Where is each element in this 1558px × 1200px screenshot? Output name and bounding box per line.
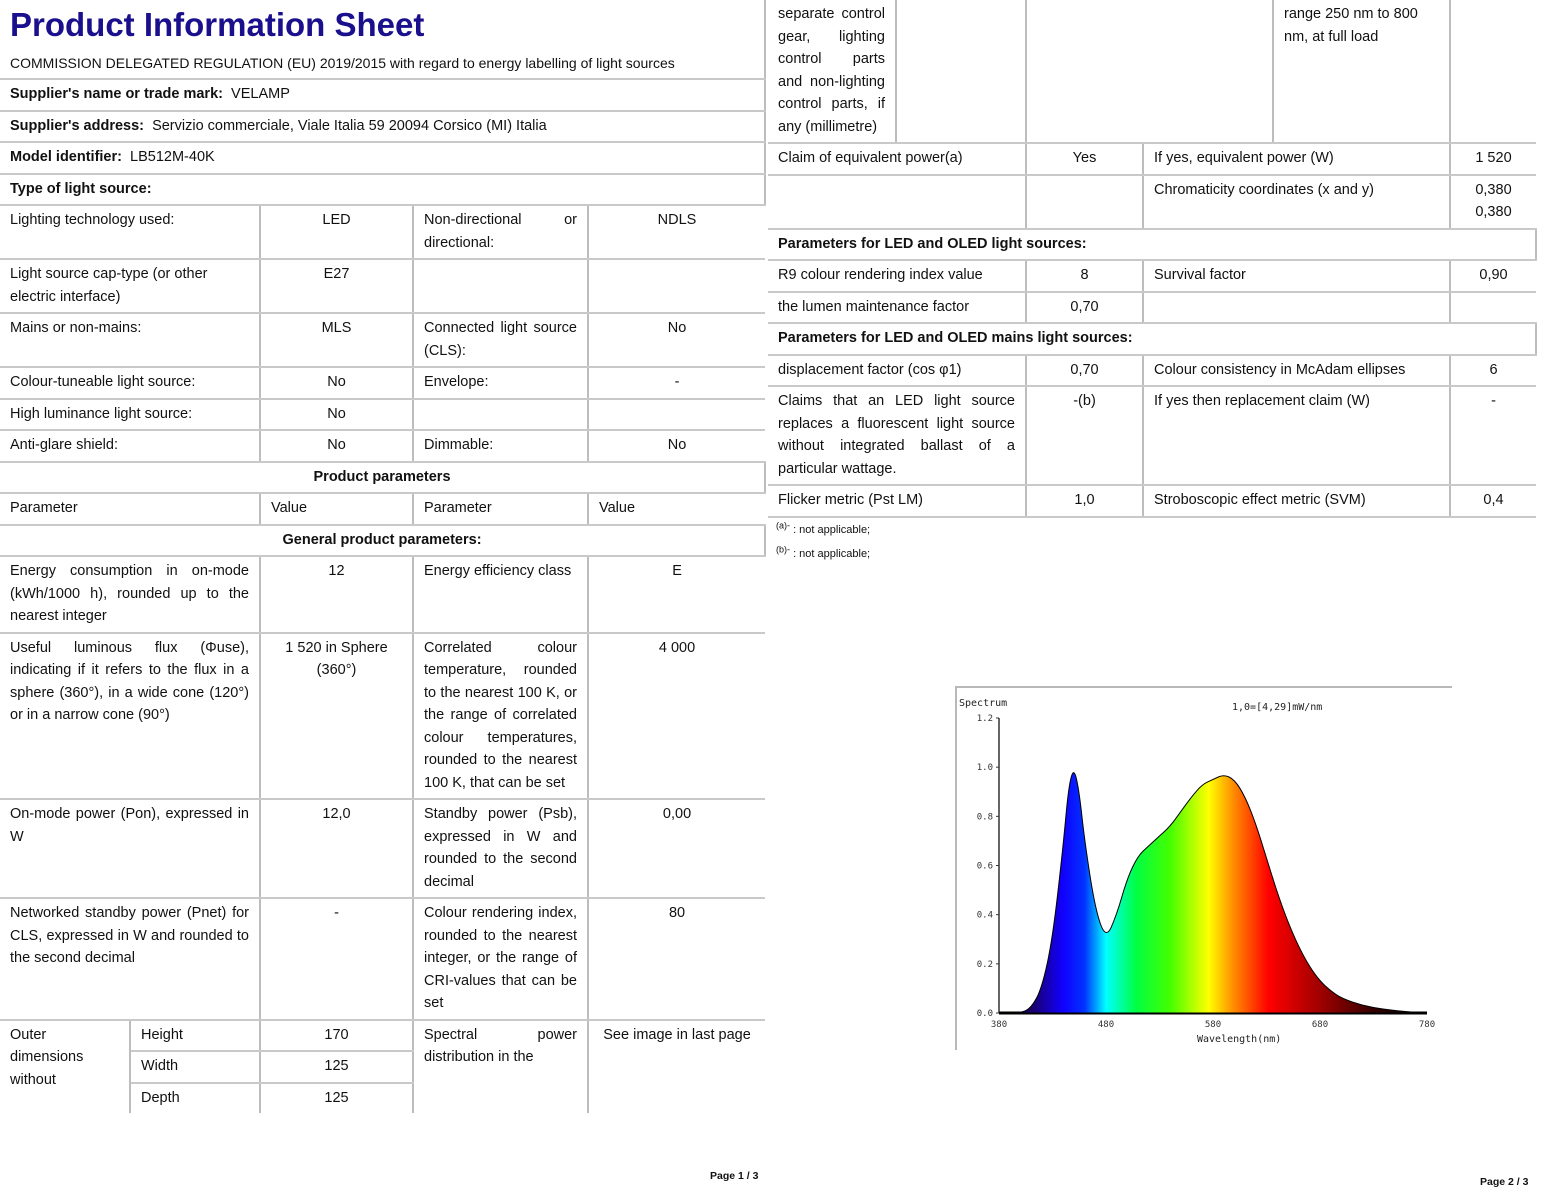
param-cell: If yes then replacement claim (W)	[1143, 386, 1450, 485]
value-cell: 1,0	[1026, 485, 1143, 517]
param-cell: Energy efficiency class	[413, 556, 588, 633]
table-row	[0, 556, 765, 633]
table-row	[768, 143, 1536, 175]
value-cell: 0,70	[1026, 355, 1143, 387]
value-cell: 4 000	[588, 633, 765, 800]
value-cell: NDLS	[588, 205, 765, 259]
param-cell: the lumen maintenance factor	[768, 292, 1026, 324]
value-cell: 12	[260, 556, 413, 633]
y-tick-label: 1.2	[976, 714, 993, 724]
col-header-parameter: Parameter	[413, 493, 588, 525]
supplier-name-value: VELAMP	[231, 86, 290, 102]
value-cell: 6	[1450, 355, 1536, 387]
chart-annotation: 1,0=[4,29]mW/nm	[1232, 702, 1323, 713]
product-info-table-page2	[768, 0, 1537, 518]
param-cell: Colour-tuneable light source:	[0, 367, 260, 399]
param-cell	[768, 143, 1026, 175]
type-of-light-source-heading: Type of light source:	[0, 174, 765, 206]
x-tick-label: 380	[990, 1020, 1008, 1030]
spectrum-chart-svg	[957, 688, 1450, 1048]
value-cell: LED	[260, 205, 413, 259]
param-cell: Connected light source (CLS):	[413, 313, 588, 367]
value-cell: No	[588, 430, 765, 462]
param-cell: Networked standby power (Pnet) for CLS, expressed in W and rounded to the second decimal	[0, 898, 260, 1020]
value-cell: 0,4	[1450, 485, 1536, 517]
claim-equivalent-power-label: Claim of equivalent power(a)	[778, 150, 963, 166]
table-row	[0, 898, 765, 1020]
value-cell	[1450, 292, 1536, 324]
dimension-value: 170	[260, 1020, 413, 1052]
dimension-row	[0, 1020, 765, 1052]
table-row	[768, 0, 1536, 143]
param-cell: High luminance light source:	[0, 399, 260, 431]
model-identifier-value: LB512M-40K	[130, 149, 215, 165]
value-cell	[1450, 0, 1536, 143]
dimensions-label: Outer dimensions without	[0, 1020, 130, 1114]
footnote-text: : not applicable;	[793, 547, 871, 560]
param-cell: displacement factor (cos φ1)	[768, 355, 1026, 387]
param-cell: Mains or non-mains:	[0, 313, 260, 367]
value-cell: 0,380 0,380	[1450, 175, 1536, 229]
y-tick-label: 0.0	[976, 1009, 993, 1019]
supplier-name-label: Supplier's name or trade mark:	[10, 86, 223, 102]
param-cell: Stroboscopic effect metric (SVM)	[1143, 485, 1450, 517]
chart-ylabel: Spectrum	[959, 698, 1008, 709]
supplier-address-row	[0, 111, 765, 143]
value-cell	[1026, 0, 1273, 143]
value-cell	[1026, 175, 1143, 229]
col-header-value: Value	[260, 493, 413, 525]
spectrum-area	[999, 773, 1427, 1013]
model-identifier-label: Model identifier:	[10, 149, 122, 165]
table-row	[0, 313, 765, 367]
footnote-mark: (a)-	[776, 519, 790, 530]
param-cell	[1143, 292, 1450, 324]
footnote	[768, 542, 1536, 566]
param-cell: Lighting technology used:	[0, 205, 260, 259]
product-parameters-heading: Product parameters	[0, 462, 765, 494]
value-cell: Yes	[1026, 143, 1143, 175]
x-tick-label: 680	[1311, 1020, 1329, 1030]
param-cell: R9 colour rendering index value	[768, 260, 1026, 292]
value-cell	[588, 399, 765, 431]
value-cell: -	[588, 367, 765, 399]
table-row	[0, 259, 765, 313]
y-tick-label: 0.8	[976, 812, 993, 823]
param-cell: Claims that an LED light source replaces a fluorescent light source without integrated ballast of a particular wattage.	[768, 386, 1026, 485]
supplier-address-label: Supplier's address:	[10, 117, 144, 134]
value-cell	[588, 259, 765, 313]
param-cell: Spectral power distribution in the	[413, 1020, 588, 1114]
value-cell: See image in last page	[603, 1026, 751, 1043]
page-number-2: Page 2 / 3	[1480, 1176, 1529, 1188]
param-cell: Anti-glare shield:	[0, 430, 260, 462]
table-row	[0, 399, 765, 431]
param-cell: Colour consistency in McAdam ellipses	[1143, 355, 1450, 387]
param-cell: Non-directional or directional:	[413, 205, 588, 259]
param-cell: range 250 nm to 800 nm, at full load	[1273, 0, 1450, 143]
chart-xlabel: Wavelength(nm)	[1197, 1034, 1282, 1045]
param-cell: If yes, equivalent power (W)	[1143, 143, 1450, 175]
dimension-value: 125	[260, 1083, 413, 1114]
product-info-table-page1	[0, 0, 766, 1113]
value-cell: 0,00	[588, 799, 765, 898]
header-cell	[0, 0, 765, 79]
param-cell: On-mode power (Pon), expressed in W	[0, 799, 260, 898]
y-tick-label: 1.0	[976, 763, 993, 774]
table-row	[0, 205, 765, 259]
value-cell	[896, 0, 1026, 143]
param-cell: Chromaticity coordinates (x and y)	[1143, 175, 1450, 229]
param-cell	[413, 259, 588, 313]
general-parameters-heading: General product parameters:	[0, 525, 765, 557]
param-cell: Flicker metric (Pst LM)	[768, 485, 1026, 517]
param-cell: Colour rendering index, rounded to the nearest integer, or the range of CRI-values that can be set	[413, 898, 588, 1020]
table-row	[768, 485, 1536, 517]
value-cell: -	[260, 898, 413, 1020]
table-row	[0, 367, 765, 399]
value-cell: No	[260, 430, 413, 462]
value-cell: No	[588, 313, 765, 367]
param-cell: separate control gear, lighting control parts and non-lighting control parts, if any (millimetre)	[768, 0, 896, 143]
x-tick-label: 480	[1097, 1020, 1115, 1030]
param-cell	[768, 175, 1026, 229]
table-row	[0, 633, 765, 800]
x-tick-label: 580	[1204, 1020, 1222, 1030]
value-cell: 0,90	[1450, 260, 1536, 292]
col-header-parameter: Parameter	[0, 493, 260, 525]
table-row	[0, 430, 765, 462]
table-row	[768, 386, 1536, 485]
value-cell: 1 520	[1450, 143, 1536, 175]
param-cell	[413, 399, 588, 431]
led-parameters-heading: Parameters for LED and OLED light sources:	[768, 229, 1536, 261]
column-header-row	[0, 493, 765, 525]
value-cell: 0,70	[1026, 292, 1143, 324]
value-cell: -	[1450, 386, 1536, 485]
value-cell: 80	[588, 898, 765, 1020]
page-number-1: Page 1 / 3	[710, 1170, 759, 1182]
supplier-address-value: Servizio commerciale, Viale Italia 59 20094 Corsico (MI) Italia	[152, 117, 547, 134]
value-cell: 8	[1026, 260, 1143, 292]
value-cell: 12,0	[260, 799, 413, 898]
regulation-text: COMMISSION DELEGATED REGULATION (EU) 2019/2015 with regard to energy labelling of light sources	[10, 55, 675, 71]
table-row	[0, 799, 765, 898]
col-header-value: Value	[588, 493, 765, 525]
table-row	[768, 355, 1536, 387]
dimension-name: Width	[130, 1051, 260, 1083]
param-cell: Survival factor	[1143, 260, 1450, 292]
value-cell: E27	[260, 259, 413, 313]
value-cell: MLS	[260, 313, 413, 367]
value-cell: 1 520 in Sphere (360°)	[260, 633, 413, 800]
param-cell: Useful luminous flux (Φuse), indicating if it refers to the flux in a sphere (360°), in a wide cone (120°) or in a narrow cone (90°)	[0, 633, 260, 800]
model-identifier-row	[0, 142, 765, 174]
table-row	[768, 175, 1536, 229]
y-tick-label: 0.6	[976, 861, 993, 872]
y-tick-label: 0.4	[976, 910, 993, 921]
param-cell: Envelope:	[413, 367, 588, 399]
supplier-name-row	[0, 79, 765, 111]
mains-parameters-heading: Parameters for LED and OLED mains light sources:	[768, 323, 1536, 355]
table-row	[768, 292, 1536, 324]
footnote	[768, 518, 1536, 542]
footnote-mark: (b)-	[776, 543, 790, 554]
param-cell: Light source cap-type (or other electric interface)	[0, 259, 260, 313]
dimension-name: Height	[130, 1020, 260, 1052]
page-title: Product Information Sheet	[10, 6, 425, 43]
dimension-value: 125	[260, 1051, 413, 1083]
footnote-text: : not applicable;	[793, 523, 871, 536]
param-cell: Energy consumption in on-mode (kWh/1000 h), rounded up to the nearest integer	[0, 556, 260, 633]
spectrum-chart	[955, 686, 1452, 1050]
y-tick-label: 0.2	[976, 959, 993, 970]
table-row	[768, 260, 1536, 292]
param-cell: Dimmable:	[413, 430, 588, 462]
value-cell: E	[588, 556, 765, 633]
value-cell: -(b)	[1026, 386, 1143, 485]
value-cell: No	[260, 399, 413, 431]
param-cell: Correlated colour temperature, rounded to the nearest 100 K, or the range of correlated colour temperatures, rounded to the nearest 100 K, that can be set	[413, 633, 588, 800]
param-cell: Standby power (Psb), expressed in W and rounded to the second decimal	[413, 799, 588, 898]
x-tick-label: 780	[1418, 1020, 1436, 1030]
dimension-name: Depth	[130, 1083, 260, 1114]
page-1	[0, 0, 765, 1200]
value-cell: No	[260, 367, 413, 399]
